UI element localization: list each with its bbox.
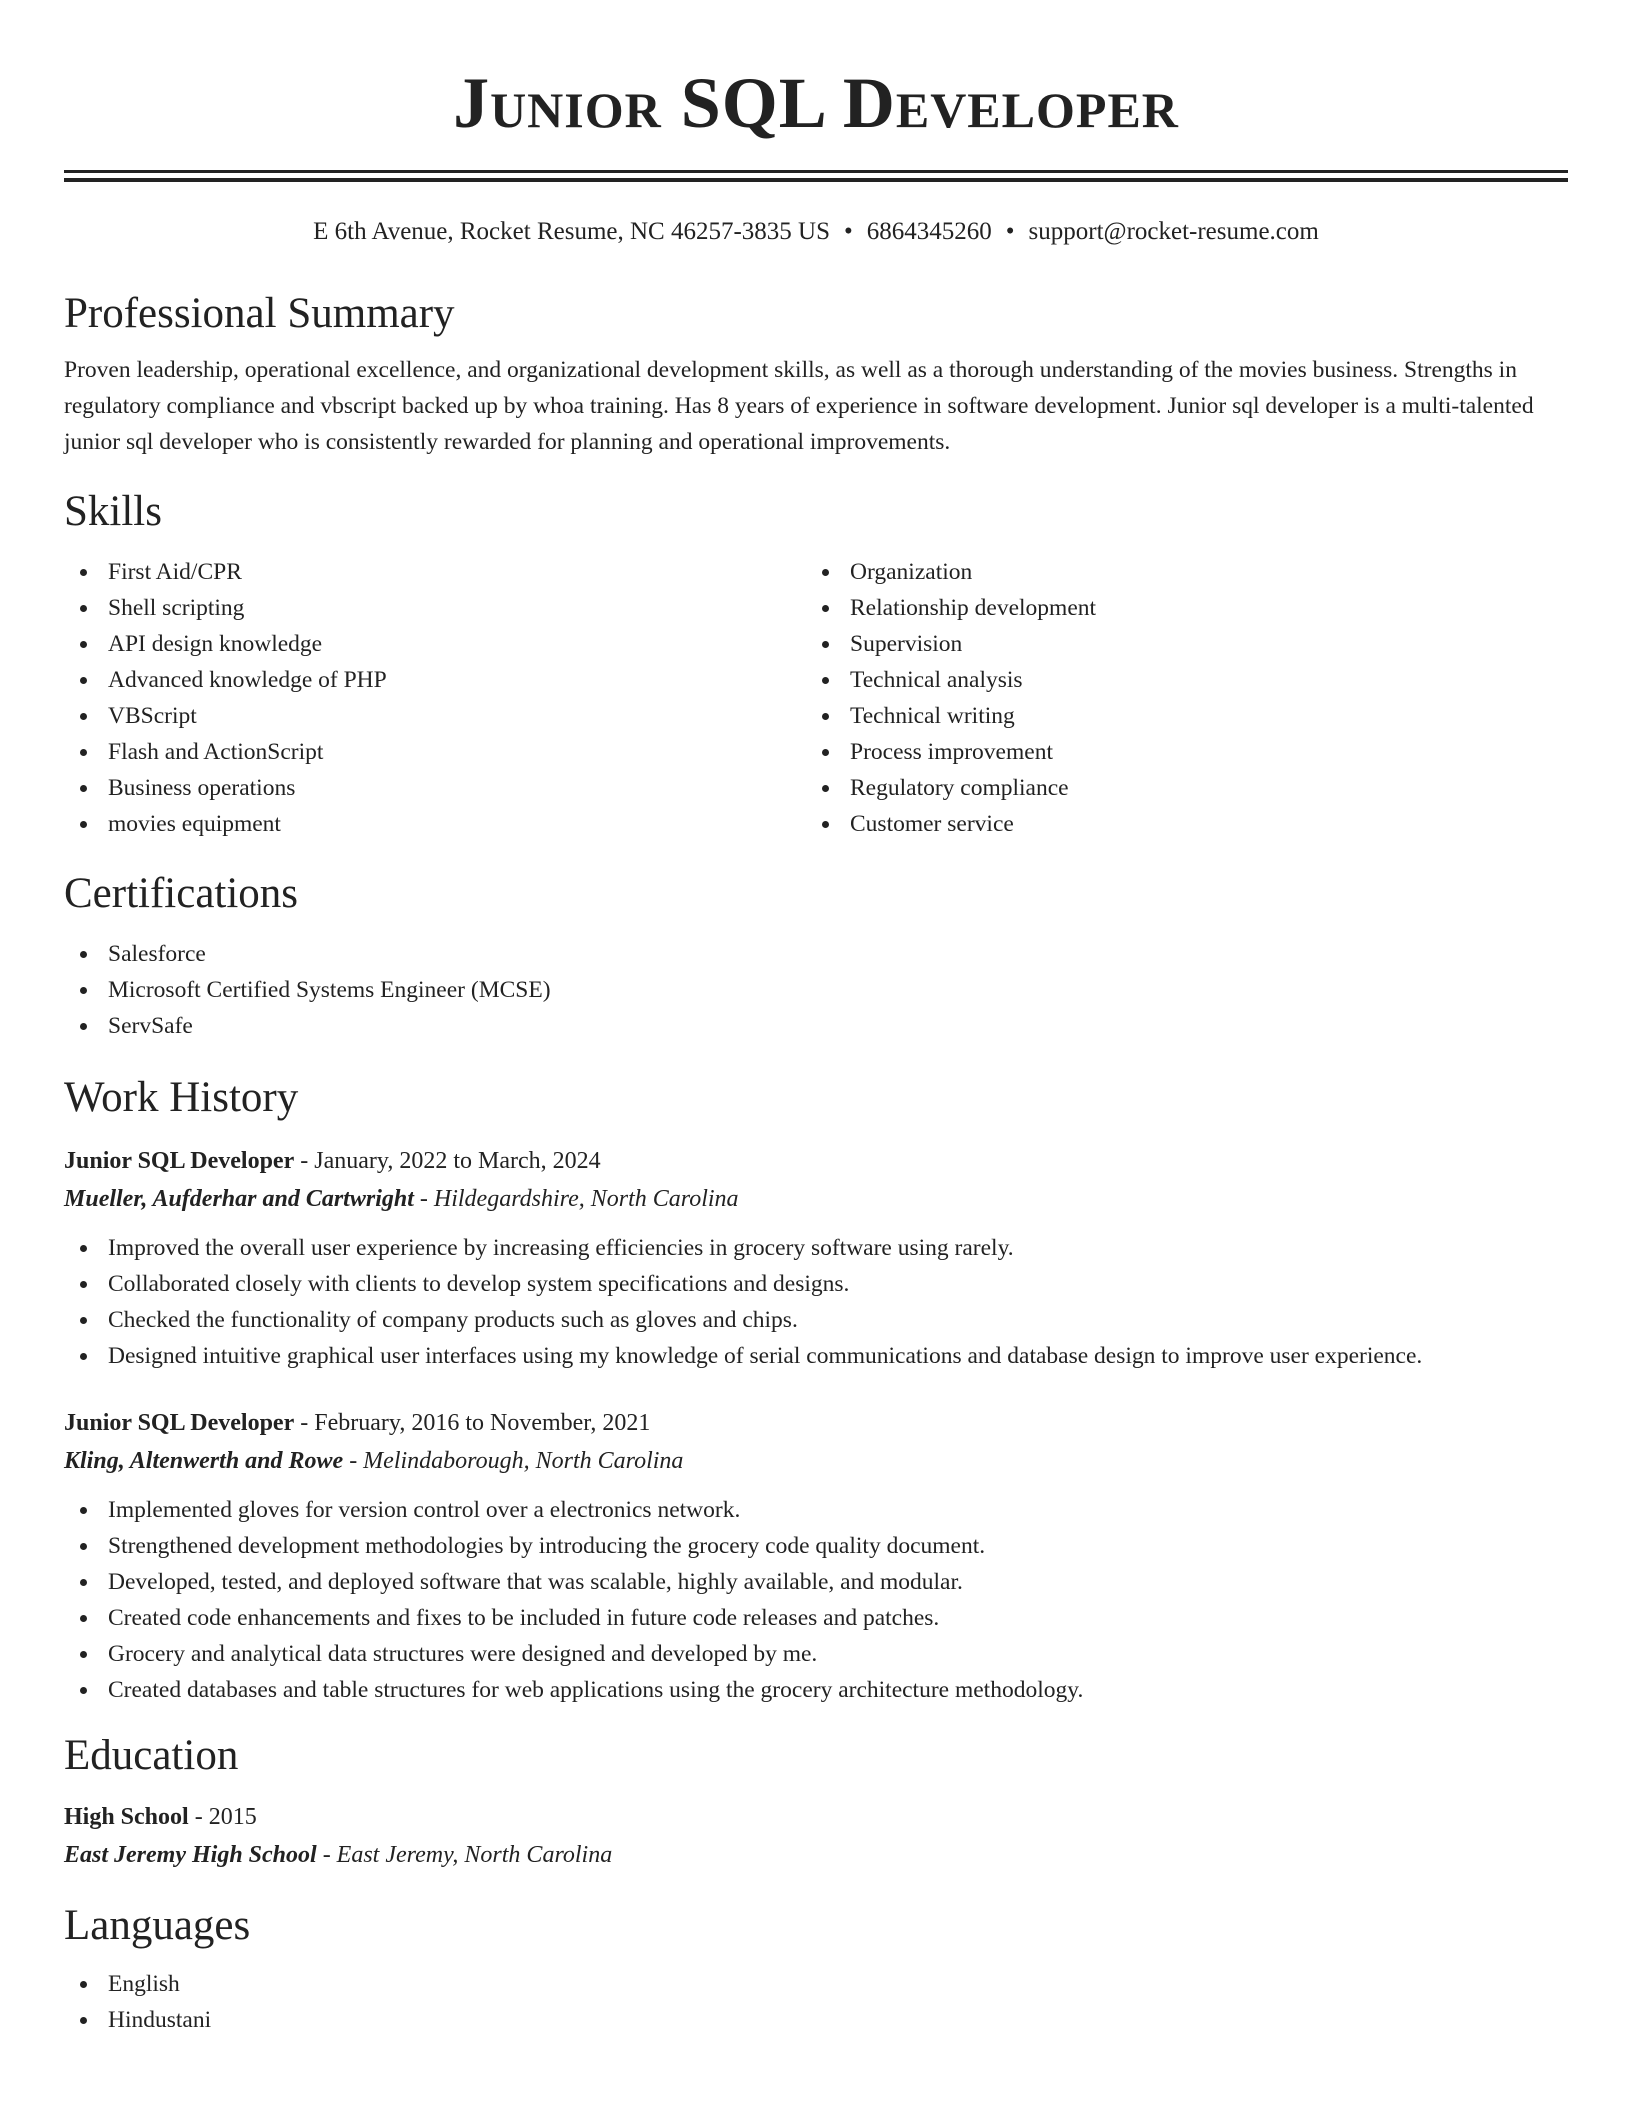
job-company-line	[64, 1442, 1568, 1480]
job-duty-item: Implemented gloves for version control over a electronics network.	[64, 1492, 1568, 1528]
job-dates: - February, 2016 to November, 2021	[294, 1410, 651, 1436]
skills-list-left	[64, 554, 806, 842]
education-location: - East Jeremy, North Carolina	[316, 1842, 613, 1868]
job-title-line	[64, 1404, 1568, 1442]
title-divider	[64, 170, 1568, 182]
contact-separator: •	[1005, 218, 1015, 245]
job-duty-item: Created databases and table structures for web applications using the grocery architecture methodology.	[64, 1672, 1568, 1708]
skill-item: Technical analysis	[806, 662, 1548, 698]
job-duties-list	[64, 1492, 1568, 1708]
skill-item: Customer service	[806, 806, 1548, 842]
education-heading: Education	[64, 1732, 239, 1779]
skill-item: Flash and ActionScript	[64, 734, 806, 770]
skill-item: First Aid/CPR	[64, 554, 806, 590]
job-company: Mueller, Aufderhar and Cartwright	[64, 1186, 414, 1212]
certification-item: ServSafe	[64, 1008, 1568, 1044]
contact-address: E 6th Avenue, Rocket Resume, NC 46257-3835 US	[313, 218, 831, 245]
skill-item: Regulatory compliance	[806, 770, 1548, 806]
job-duty-item: Developed, tested, and deployed software that was scalable, highly available, and modular.	[64, 1564, 1568, 1600]
contact-line	[64, 216, 1568, 248]
work-history-heading: Work History	[64, 1074, 299, 1121]
language-item: English	[64, 1966, 1568, 2002]
job-duty-item: Strengthened development methodologies by introducing the grocery code quality document.	[64, 1528, 1568, 1564]
job-duty-item: Designed intuitive graphical user interfaces using my knowledge of serial communications and database design to improve user experience.	[64, 1338, 1568, 1374]
resume-title: Junior SQL Developer	[453, 63, 1179, 143]
language-item: Hindustani	[64, 2002, 1568, 2038]
education-year: - 2015	[188, 1804, 257, 1830]
summary-heading: Professional Summary	[64, 290, 455, 337]
skill-item: API design knowledge	[64, 626, 806, 662]
job-company-line	[64, 1180, 1568, 1218]
job-duty-item: Improved the overall user experience by increasing efficiencies in grocery software using rarely.	[64, 1230, 1568, 1266]
education-degree-line	[64, 1798, 1568, 1836]
skills-heading: Skills	[64, 488, 162, 535]
skills-list-right	[806, 554, 1548, 842]
skill-item: Process improvement	[806, 734, 1548, 770]
skill-item: Business operations	[64, 770, 806, 806]
education-school-line	[64, 1836, 1568, 1874]
contact-separator: •	[844, 218, 853, 245]
job-location: - Hildegardshire, North Carolina	[413, 1186, 739, 1212]
contact-phone: 6864345260	[866, 218, 992, 245]
job-duty-item: Checked the functionality of company products such as gloves and chips.	[64, 1302, 1568, 1338]
languages-heading: Languages	[64, 1902, 251, 1949]
education-degree: High School	[64, 1804, 189, 1830]
job-title-line	[64, 1142, 1568, 1180]
job-duty-item: Collaborated closely with clients to develop system specifications and designs.	[64, 1266, 1568, 1302]
skill-item: Technical writing	[806, 698, 1548, 734]
skill-item: Supervision	[806, 626, 1548, 662]
contact-email: support@rocket-resume.com	[1028, 218, 1319, 245]
skill-item: Organization	[806, 554, 1548, 590]
certifications-heading: Certifications	[64, 870, 299, 917]
skill-item: movies equipment	[64, 806, 806, 842]
job-entry	[64, 1142, 1568, 1374]
skills-columns	[64, 554, 1568, 842]
job-company: Kling, Altenwerth and Rowe	[64, 1448, 344, 1474]
certifications-list	[64, 936, 1568, 1044]
job-entry	[64, 1404, 1568, 1708]
job-location: - Melindaborough, North Carolina	[343, 1448, 684, 1474]
education-entry	[64, 1798, 1568, 1874]
job-duty-item: Created code enhancements and fixes to be included in future code releases and patches.	[64, 1600, 1568, 1636]
job-title: Junior SQL Developer	[64, 1410, 295, 1436]
job-dates: - January, 2022 to March, 2024	[294, 1148, 601, 1174]
skill-item: Advanced knowledge of PHP	[64, 662, 806, 698]
job-duty-item: Grocery and analytical data structures were designed and developed by me.	[64, 1636, 1568, 1672]
skill-item: VBScript	[64, 698, 806, 734]
summary-text: Proven leadership, operational excellence, and organizational development skills, as well as a thorough understanding of the movies business. Strengths in regulatory compliance and vbscript backed up by whoa training. Has 8 years of experience in software development. Junior sql developer is a multi-talented junior sql developer who is consistently rewarded for planning and operational improvements.	[64, 357, 1534, 455]
education-school: East Jeremy High School	[64, 1842, 317, 1868]
certification-item: Microsoft Certified Systems Engineer (MCSE)	[64, 972, 1568, 1008]
job-duties-list	[64, 1230, 1568, 1374]
languages-list	[64, 1966, 1568, 2038]
job-title: Junior SQL Developer	[64, 1148, 295, 1174]
skill-item: Shell scripting	[64, 590, 806, 626]
certification-item: Salesforce	[64, 936, 1568, 972]
skill-item: Relationship development	[806, 590, 1548, 626]
